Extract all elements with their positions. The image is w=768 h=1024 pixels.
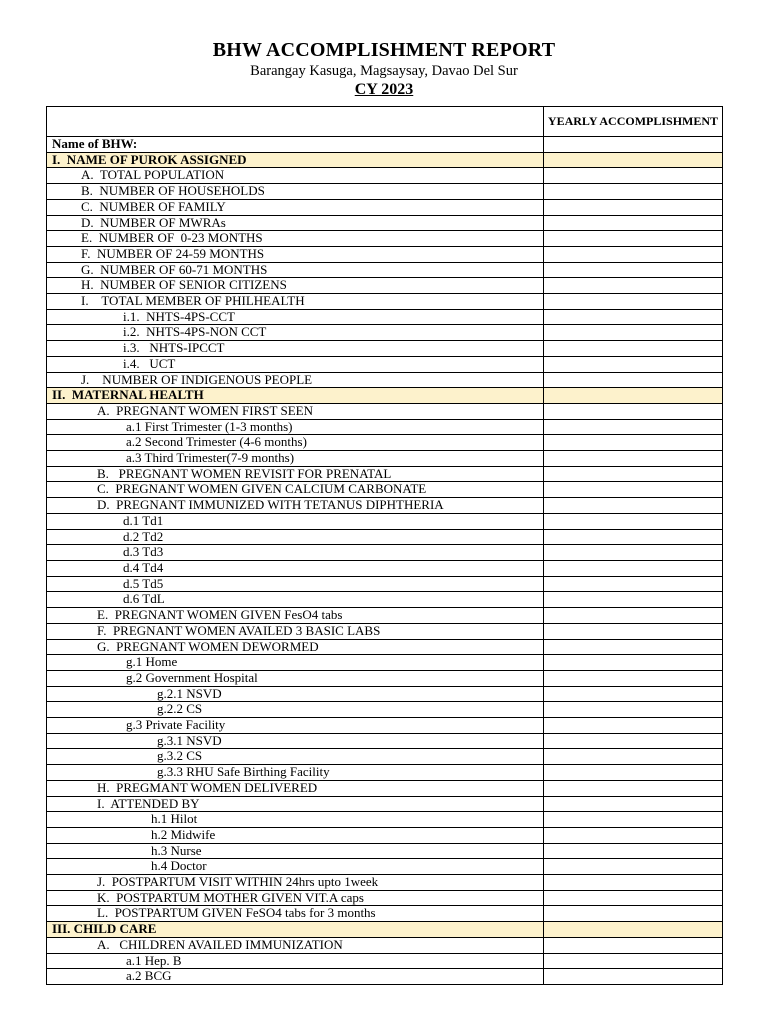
table-row bbox=[47, 827, 723, 843]
yearly-value-cell[interactable] bbox=[544, 812, 723, 828]
yearly-value-cell[interactable] bbox=[544, 843, 723, 859]
table-row bbox=[47, 529, 723, 545]
row-label: g.3.3 RHU Safe Birthing Facility bbox=[47, 765, 544, 781]
yearly-value-cell[interactable] bbox=[544, 702, 723, 718]
table-row bbox=[47, 403, 723, 419]
yearly-value-cell[interactable] bbox=[544, 639, 723, 655]
report-year: CY 2023 bbox=[354, 81, 414, 98]
yearly-value-cell[interactable] bbox=[544, 560, 723, 576]
table-row bbox=[47, 168, 723, 184]
yearly-value-cell[interactable] bbox=[544, 513, 723, 529]
row-label: g.1 Home bbox=[47, 655, 544, 671]
table-row bbox=[47, 639, 723, 655]
yearly-value-cell[interactable] bbox=[544, 576, 723, 592]
row-label: J. NUMBER OF INDIGENOUS PEOPLE bbox=[47, 372, 544, 388]
yearly-value-cell[interactable] bbox=[544, 498, 723, 514]
report-title: BHW ACCOMPLISHMENT REPORT bbox=[212, 39, 556, 61]
row-label: F. PREGNANT WOMEN AVAILED 3 BASIC LABS bbox=[47, 623, 544, 639]
row-label: g.2.1 NSVD bbox=[47, 686, 544, 702]
table-row bbox=[47, 466, 723, 482]
table-row bbox=[47, 906, 723, 922]
table-row bbox=[47, 859, 723, 875]
row-label: H. NUMBER OF SENIOR CITIZENS bbox=[47, 278, 544, 294]
yearly-value-cell[interactable] bbox=[544, 325, 723, 341]
table-row bbox=[47, 560, 723, 576]
row-label: E. PREGNANT WOMEN GIVEN FesO4 tabs bbox=[47, 608, 544, 624]
table-row bbox=[47, 513, 723, 529]
table-row bbox=[47, 482, 723, 498]
yearly-value-cell[interactable] bbox=[544, 670, 723, 686]
table-row bbox=[47, 262, 723, 278]
table-row bbox=[47, 780, 723, 796]
table-row bbox=[47, 890, 723, 906]
yearly-value-cell[interactable] bbox=[544, 356, 723, 372]
row-label: i.2. NHTS-4PS-NON CCT bbox=[47, 325, 544, 341]
row-label: d.2 Td2 bbox=[47, 529, 544, 545]
row-label: H. PREGMANT WOMEN DELIVERED bbox=[47, 780, 544, 796]
yearly-value-cell[interactable] bbox=[544, 403, 723, 419]
yearly-value-cell[interactable] bbox=[544, 137, 723, 153]
yearly-value-cell[interactable] bbox=[544, 906, 723, 922]
yearly-value-cell[interactable] bbox=[544, 890, 723, 906]
row-label: C. PREGNANT WOMEN GIVEN CALCIUM CARBONATE bbox=[47, 482, 544, 498]
yearly-value-cell[interactable] bbox=[544, 262, 723, 278]
yearly-value-cell[interactable] bbox=[544, 859, 723, 875]
row-label: a.2 Second Trimester (4-6 months) bbox=[47, 435, 544, 451]
row-label: i.3. NHTS-IPCCT bbox=[47, 341, 544, 357]
yearly-value-cell[interactable] bbox=[544, 482, 723, 498]
yearly-value-cell[interactable] bbox=[544, 749, 723, 765]
row-label: B. NUMBER OF HOUSEHOLDS bbox=[47, 184, 544, 200]
row-label: K. POSTPARTUM MOTHER GIVEN VIT.A caps bbox=[47, 890, 544, 906]
row-label: g.3.1 NSVD bbox=[47, 733, 544, 749]
row-label: J. POSTPARTUM VISIT WITHIN 24hrs upto 1week bbox=[47, 875, 544, 891]
accomplishment-table bbox=[46, 106, 723, 985]
table-row bbox=[47, 325, 723, 341]
table-row bbox=[47, 608, 723, 624]
row-label: h.4 Doctor bbox=[47, 859, 544, 875]
table-row bbox=[47, 246, 723, 262]
yearly-value-cell[interactable] bbox=[544, 765, 723, 781]
yearly-value-cell[interactable] bbox=[544, 686, 723, 702]
section-row bbox=[47, 388, 723, 404]
row-label: L. POSTPARTUM GIVEN FeSO4 tabs for 3 months bbox=[47, 906, 544, 922]
yearly-value-cell[interactable] bbox=[544, 372, 723, 388]
yearly-value-cell[interactable] bbox=[544, 231, 723, 247]
table-row bbox=[47, 545, 723, 561]
table-row bbox=[47, 592, 723, 608]
table-row bbox=[47, 372, 723, 388]
row-label: g.2.2 CS bbox=[47, 702, 544, 718]
yearly-value-cell[interactable] bbox=[544, 419, 723, 435]
yearly-value-cell[interactable] bbox=[544, 623, 723, 639]
row-label: Name of BHW: bbox=[47, 137, 544, 153]
table-row bbox=[47, 231, 723, 247]
table-row bbox=[47, 733, 723, 749]
table-row bbox=[47, 953, 723, 969]
yearly-value-cell[interactable] bbox=[544, 309, 723, 325]
row-label: h.3 Nurse bbox=[47, 843, 544, 859]
header-label-cell bbox=[47, 107, 544, 137]
yearly-value-cell[interactable] bbox=[544, 969, 723, 985]
row-label: II. MATERNAL HEALTH bbox=[47, 388, 544, 404]
yearly-value-cell[interactable] bbox=[544, 246, 723, 262]
row-label: d.3 Td3 bbox=[47, 545, 544, 561]
table-row bbox=[47, 623, 723, 639]
table-row bbox=[47, 670, 723, 686]
table-row bbox=[47, 199, 723, 215]
yearly-value-cell[interactable] bbox=[544, 294, 723, 310]
row-label: F. NUMBER OF 24-59 MONTHS bbox=[47, 246, 544, 262]
table-row bbox=[47, 796, 723, 812]
yearly-value-cell[interactable] bbox=[544, 733, 723, 749]
table-row bbox=[47, 812, 723, 828]
yearly-value-cell[interactable] bbox=[544, 215, 723, 231]
table-row bbox=[47, 969, 723, 985]
row-label: g.3.2 CS bbox=[47, 749, 544, 765]
report-subtitle: Barangay Kasuga, Magsaysay, Davao Del Sur bbox=[250, 63, 518, 79]
table-row bbox=[47, 655, 723, 671]
yearly-value-cell[interactable] bbox=[544, 435, 723, 451]
yearly-value-cell[interactable] bbox=[544, 466, 723, 482]
table-row bbox=[47, 765, 723, 781]
yearly-value-cell[interactable] bbox=[544, 922, 723, 938]
table-row bbox=[47, 843, 723, 859]
row-label: A. PREGNANT WOMEN FIRST SEEN bbox=[47, 403, 544, 419]
yearly-value-cell[interactable] bbox=[544, 278, 723, 294]
row-label: I. NAME OF PUROK ASSIGNED bbox=[47, 152, 544, 168]
table-row bbox=[47, 137, 723, 153]
table-row bbox=[47, 356, 723, 372]
yearly-value-cell[interactable] bbox=[544, 655, 723, 671]
row-label: D. PREGNANT IMMUNIZED WITH TETANUS DIPHTHERIA bbox=[47, 498, 544, 514]
section-row bbox=[47, 152, 723, 168]
row-label: d.5 Td5 bbox=[47, 576, 544, 592]
yearly-value-cell[interactable] bbox=[544, 937, 723, 953]
table-row bbox=[47, 718, 723, 734]
table-row bbox=[47, 184, 723, 200]
row-label: a.2 BCG bbox=[47, 969, 544, 985]
table-row bbox=[47, 937, 723, 953]
yearly-value-cell[interactable] bbox=[544, 608, 723, 624]
yearly-value-cell[interactable] bbox=[544, 451, 723, 467]
yearly-value-cell[interactable] bbox=[544, 152, 723, 168]
table-row bbox=[47, 686, 723, 702]
table-row bbox=[47, 875, 723, 891]
yearly-value-cell[interactable] bbox=[544, 592, 723, 608]
table-header-row bbox=[47, 107, 723, 137]
row-label: III. CHILD CARE bbox=[47, 922, 544, 938]
row-label: i.4. UCT bbox=[47, 356, 544, 372]
row-label: d.1 Td1 bbox=[47, 513, 544, 529]
yearly-value-cell[interactable] bbox=[544, 199, 723, 215]
yearly-value-cell[interactable] bbox=[544, 388, 723, 404]
row-label: a.3 Third Trimester(7-9 months) bbox=[47, 451, 544, 467]
row-label: I. TOTAL MEMBER OF PHILHEALTH bbox=[47, 294, 544, 310]
row-label: E. NUMBER OF 0-23 MONTHS bbox=[47, 231, 544, 247]
yearly-accomplishment-header: YEARLY ACCOMPLISHMENT bbox=[544, 107, 723, 137]
yearly-value-cell[interactable] bbox=[544, 796, 723, 812]
table-body bbox=[47, 107, 723, 985]
yearly-value-cell[interactable] bbox=[544, 953, 723, 969]
table-row bbox=[47, 435, 723, 451]
yearly-value-cell[interactable] bbox=[544, 875, 723, 891]
row-label: D. NUMBER OF MWRAs bbox=[47, 215, 544, 231]
table-row bbox=[47, 341, 723, 357]
row-label: G. PREGNANT WOMEN DEWORMED bbox=[47, 639, 544, 655]
yearly-value-cell[interactable] bbox=[544, 168, 723, 184]
table-row bbox=[47, 498, 723, 514]
yearly-value-cell[interactable] bbox=[544, 827, 723, 843]
yearly-value-cell[interactable] bbox=[544, 184, 723, 200]
row-label: I. ATTENDED BY bbox=[47, 796, 544, 812]
table-row bbox=[47, 576, 723, 592]
row-label: h.1 Hilot bbox=[47, 812, 544, 828]
row-label: d.6 TdL bbox=[47, 592, 544, 608]
row-label: A. TOTAL POPULATION bbox=[47, 168, 544, 184]
row-label: g.3 Private Facility bbox=[47, 718, 544, 734]
yearly-value-cell[interactable] bbox=[544, 545, 723, 561]
table-row bbox=[47, 451, 723, 467]
row-label: G. NUMBER OF 60-71 MONTHS bbox=[47, 262, 544, 278]
table-row bbox=[47, 294, 723, 310]
table-row bbox=[47, 215, 723, 231]
row-label: g.2 Government Hospital bbox=[47, 670, 544, 686]
row-label: B. PREGNANT WOMEN REVISIT FOR PRENATAL bbox=[47, 466, 544, 482]
table-row bbox=[47, 419, 723, 435]
table-row bbox=[47, 309, 723, 325]
row-label: C. NUMBER OF FAMILY bbox=[47, 199, 544, 215]
yearly-value-cell[interactable] bbox=[544, 780, 723, 796]
row-label: h.2 Midwife bbox=[47, 827, 544, 843]
row-label: i.1. NHTS-4PS-CCT bbox=[47, 309, 544, 325]
row-label: a.1 Hep. B bbox=[47, 953, 544, 969]
row-label: a.1 First Trimester (1-3 months) bbox=[47, 419, 544, 435]
yearly-value-cell[interactable] bbox=[544, 718, 723, 734]
yearly-value-cell[interactable] bbox=[544, 529, 723, 545]
yearly-value-cell[interactable] bbox=[544, 341, 723, 357]
section-row bbox=[47, 922, 723, 938]
table-row bbox=[47, 702, 723, 718]
row-label: d.4 Td4 bbox=[47, 560, 544, 576]
table-row bbox=[47, 749, 723, 765]
row-label: A. CHILDREN AVAILED IMMUNIZATION bbox=[47, 937, 544, 953]
table-row bbox=[47, 278, 723, 294]
